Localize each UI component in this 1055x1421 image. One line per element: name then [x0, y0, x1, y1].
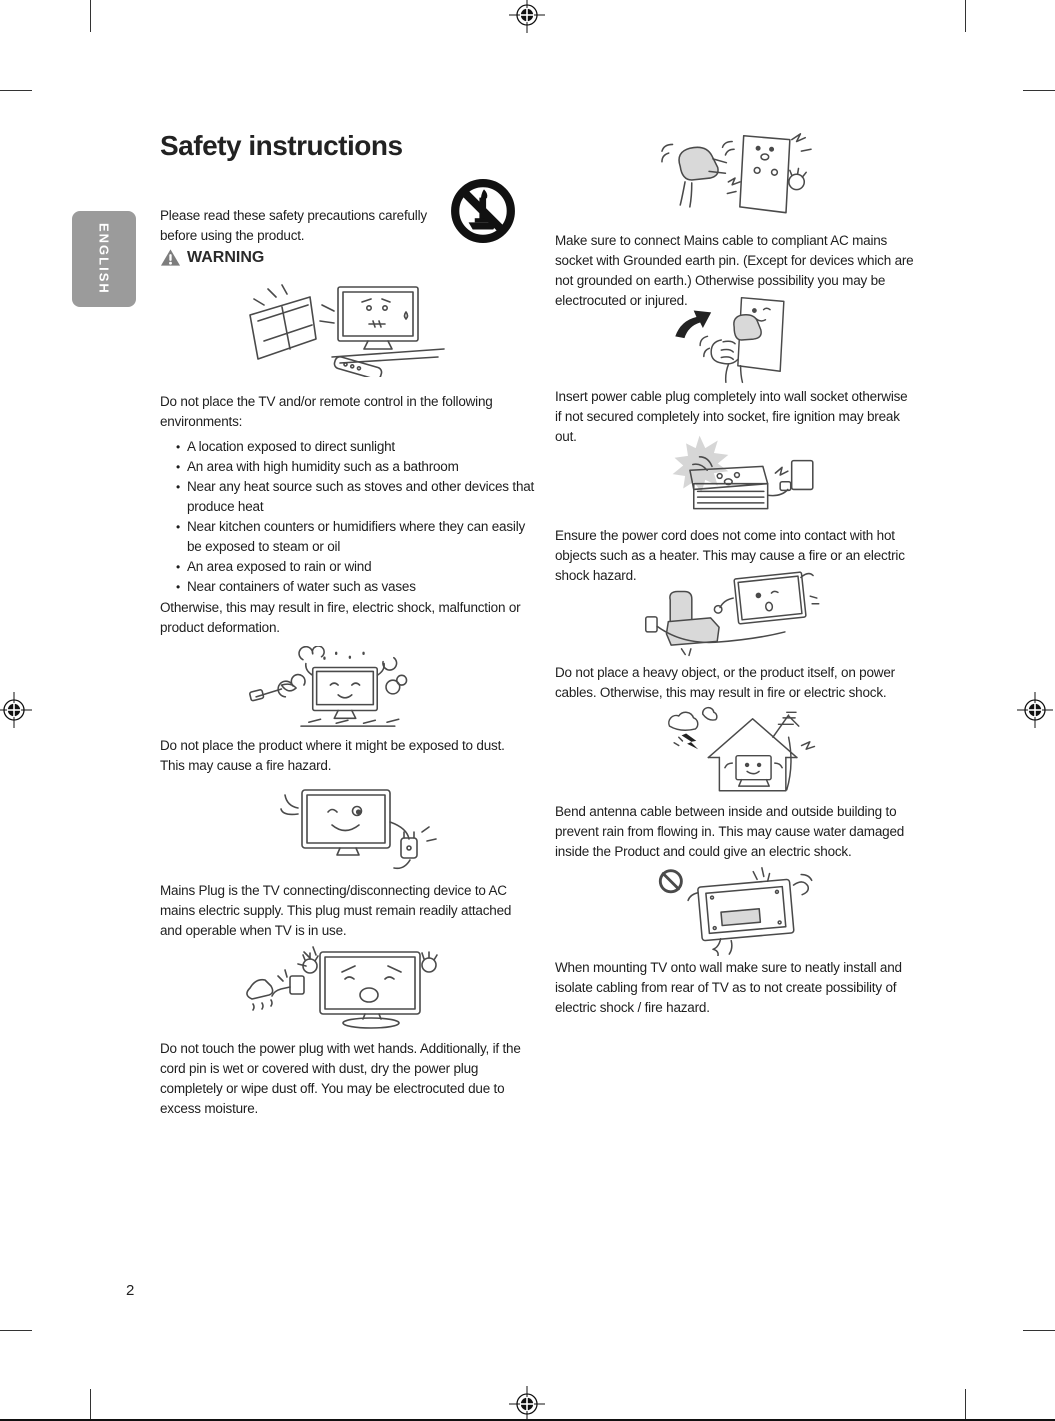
- warning-heading: [160, 248, 264, 267]
- insert-plug-text: Insert power cable plug completely into wall socket otherwise if not secured completely into socket, fire ignition may break out.: [555, 389, 908, 444]
- warning-triangle-icon: [160, 248, 181, 267]
- environments-list: [160, 437, 536, 597]
- crop-mark: [1023, 1330, 1055, 1331]
- list-item: • A location exposed to direct sunlight: [176, 437, 536, 457]
- registration-mark-icon: [1017, 692, 1053, 728]
- page-number: 2: [126, 1282, 135, 1299]
- no-candle-prohibition-icon: [449, 177, 517, 245]
- page-title: Safety instructions: [160, 130, 403, 161]
- illustration-mains-plug: [160, 782, 528, 878]
- mains-plug-text: Mains Plug is the TV connecting/disconnecting device to AC mains electric supply. This plug must remain readily attached and operable when TV is in use.: [160, 883, 512, 938]
- illustration-hot-objects: [555, 428, 917, 524]
- environments-outro: Otherwise, this may result in fire, electric shock, malfunction or product deformation.: [160, 600, 521, 635]
- wall-mount-text: When mounting TV onto wall make sure to neatly install and isolate cabling from rear of TV as to not create possibility of electric shock / fire hazard.: [555, 960, 902, 1015]
- registration-mark-icon: [0, 692, 32, 728]
- list-item: • Near kitchen counters or humidifiers where they can easily be exposed to steam or oil: [176, 517, 536, 557]
- crop-mark: [90, 0, 91, 32]
- illustration-wet-hands: [160, 942, 528, 1038]
- antenna-text: Bend antenna cable between inside and outside building to prevent rain from flowing in. This may cause water damaged inside the Product and could give an electric shock.: [555, 804, 905, 859]
- hot-objects-text: Ensure the power cord does not come into contact with hot objects such as a heater. This may cause a fire or an electric shock hazard.: [555, 528, 905, 583]
- illustration-antenna-house: [555, 704, 917, 800]
- crop-mark: [0, 90, 32, 91]
- language-tab: [72, 211, 136, 307]
- language-tab-label: ENGLISH: [96, 223, 112, 295]
- illustration-heavy-object: [555, 568, 917, 662]
- dust-warning-text: Do not place the product where it might be exposed to dust. This may cause a fire hazard.: [160, 738, 505, 773]
- illustration-insert-plug: [555, 294, 917, 386]
- environments-intro: Do not place the TV and/or remote control in the following environments:: [160, 394, 493, 429]
- wet-hands-text: Do not touch the power plug with wet hands. Additionally, if the cord pin is wet or covered with dust, dry the power plug completely or wipe dust off. You may be electrocuted due to excess moisture.: [160, 1041, 521, 1116]
- list-item: • An area with high humidity such as a bathroom: [176, 457, 536, 477]
- registration-mark-icon: [509, 1386, 545, 1421]
- illustration-earth-socket: [555, 130, 917, 230]
- intro-text: Please read these safety precautions carefully before using the product.: [160, 208, 427, 243]
- warning-label: WARNING: [187, 248, 265, 266]
- crop-mark: [1023, 90, 1055, 91]
- crop-mark: [90, 1389, 91, 1421]
- crop-mark: [0, 1330, 32, 1331]
- illustration-tv-environment: [160, 281, 528, 377]
- illustration-wall-mount: [555, 864, 917, 956]
- list-item: • Near containers of water such as vases: [176, 577, 536, 597]
- heavy-object-text: Do not place a heavy object, or the product itself, on power cables. Otherwise, this may result in fire or electric shock.: [555, 665, 895, 700]
- crop-mark: [965, 0, 966, 32]
- registration-mark-icon: [509, 0, 545, 33]
- earth-socket-text: Make sure to connect Mains cable to compliant AC mains socket with Grounded earth pin. (Except for devices which are not grounded on earth.) Otherwise possibility you may be electrocuted or injured.: [555, 233, 914, 308]
- list-item: • An area exposed to rain or wind: [176, 557, 536, 577]
- illustration-dust: [160, 646, 528, 732]
- crop-mark: [965, 1389, 966, 1421]
- list-item: • Near any heat source such as stoves and other devices that produce heat: [176, 477, 536, 517]
